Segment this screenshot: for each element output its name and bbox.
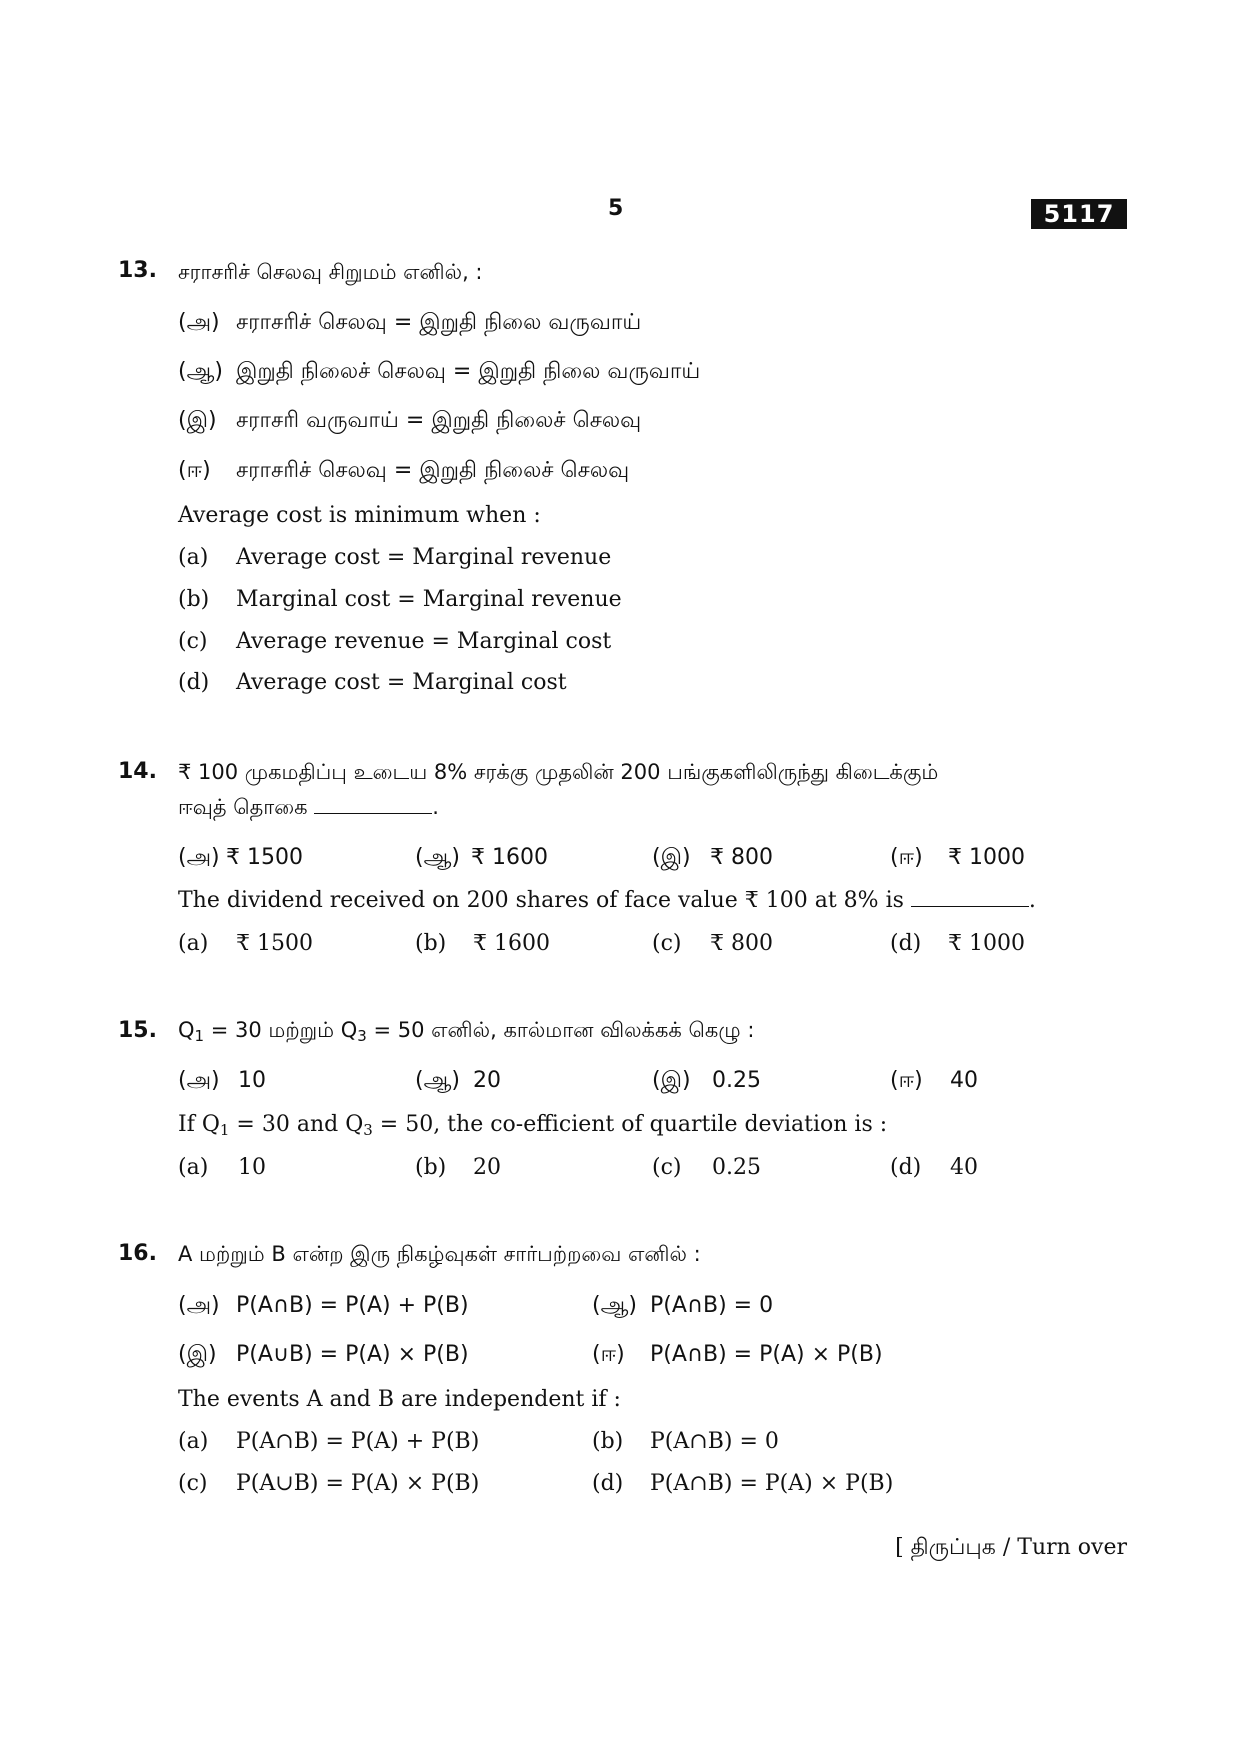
option-label: (d) <box>178 670 210 695</box>
question-stem-tamil: சராசரிச் செலவு சிறுமம் எனில், : <box>178 260 483 284</box>
option-english-d <box>178 670 567 695</box>
option-label: (ஈ) <box>592 1342 625 1367</box>
turn-over-note: [ திருப்புக / Turn over <box>895 1535 1127 1560</box>
question-stem-english <box>178 1112 887 1139</box>
option-text: 40 <box>950 1068 978 1093</box>
option-text: 10 <box>238 1155 266 1180</box>
stem-text: = 30 and Q <box>229 1112 364 1137</box>
option-english-a <box>178 545 611 570</box>
option-text: ₹ 1500 <box>226 845 303 870</box>
option-label: (ஈ) <box>178 458 211 483</box>
answer-blank <box>911 892 1029 907</box>
option-label: (ஆ) <box>178 359 223 384</box>
paper-code-badge: 5117 <box>1031 199 1127 229</box>
question-stem-english: Average cost is minimum when : <box>178 503 541 528</box>
option-label: (d) <box>890 1155 922 1180</box>
stem-text: = 50 எனில், கால்மான விலக்கக் கெழு : <box>366 1018 755 1042</box>
option-tamil-3 <box>652 845 773 873</box>
option-label: (a) <box>178 1155 209 1180</box>
option-english-c <box>178 629 611 654</box>
option-tamil-2 <box>592 1293 773 1321</box>
stem-text: The dividend received on 200 shares of face value ₹ 100 at 8% is <box>178 888 904 913</box>
option-english-d <box>592 1471 893 1496</box>
subscript: 3 <box>363 1121 373 1139</box>
option-english-b <box>415 931 550 956</box>
option-english-a <box>178 931 313 956</box>
option-label: (b) <box>592 1429 624 1454</box>
option-text: P(A∩B) = P(A) + P(B) <box>236 1293 469 1318</box>
option-text: சராசரி வருவாய் = இறுதி நிலைச் செலவு <box>236 408 642 433</box>
option-text: ₹ 1000 <box>948 931 1025 956</box>
question-stem-tamil-line2: ஈவுத் தொகை . <box>178 795 439 819</box>
question-stem-tamil <box>178 1018 754 1045</box>
option-label: (ஆ) <box>592 1293 637 1318</box>
option-label: (b) <box>415 1155 447 1180</box>
option-text: 20 <box>473 1155 501 1180</box>
option-label: (அ) <box>178 1293 220 1318</box>
option-text: Average revenue = Marginal cost <box>236 629 612 654</box>
option-tamil-1 <box>178 845 303 873</box>
option-tamil-3 <box>178 408 641 436</box>
option-text: P(A∩B) = P(A) + P(B) <box>236 1429 480 1454</box>
option-label: (ஆ) <box>415 845 460 870</box>
option-label: (இ) <box>178 1342 217 1367</box>
option-english-c <box>652 931 773 956</box>
question-stem-tamil-line1: ₹ 100 முகமதிப்பு உடைய 8% சரக்கு முதலின் 200 பங்குகளிலிருந்து கிடைக்கும் <box>178 760 939 784</box>
option-tamil-3 <box>178 1342 469 1370</box>
option-text: சராசரிச் செலவு = இறுதி நிலை வருவாய் <box>236 310 642 335</box>
option-english-c <box>652 1155 761 1180</box>
question-number: 15. <box>118 1018 157 1043</box>
option-label: (இ) <box>652 1068 691 1093</box>
option-text: Marginal cost = Marginal revenue <box>236 587 622 612</box>
option-label: (c) <box>178 1471 208 1496</box>
option-text: ₹ 1500 <box>236 931 313 956</box>
option-tamil-1 <box>178 1293 469 1321</box>
option-text: 0.25 <box>712 1068 761 1093</box>
option-label: (ஈ) <box>890 1068 923 1093</box>
option-tamil-4 <box>890 1068 978 1096</box>
option-tamil-3 <box>652 1068 761 1096</box>
option-text: P(A∩B) = 0 <box>650 1293 774 1318</box>
option-tamil-2 <box>415 845 548 873</box>
option-label: (c) <box>652 1155 682 1180</box>
option-text: Average cost = Marginal revenue <box>236 545 612 570</box>
option-label: (d) <box>890 931 922 956</box>
option-label: (b) <box>178 587 210 612</box>
option-tamil-1 <box>178 310 641 338</box>
option-text: P(A∪B) = P(A) × P(B) <box>236 1471 480 1496</box>
option-english-a <box>178 1155 266 1180</box>
option-text: 0.25 <box>712 1155 761 1180</box>
option-tamil-1 <box>178 1068 266 1096</box>
option-text: P(A∩B) = 0 <box>650 1429 779 1454</box>
subscript: 1 <box>194 1027 205 1045</box>
option-tamil-4 <box>592 1342 883 1370</box>
option-text: 40 <box>950 1155 978 1180</box>
stem-text: Q <box>178 1018 195 1042</box>
option-label: (அ) <box>178 845 220 870</box>
option-label: (d) <box>592 1471 624 1496</box>
option-label: (இ) <box>178 408 217 433</box>
option-text: P(A∪B) = P(A) × P(B) <box>236 1342 469 1367</box>
option-label: (அ) <box>178 1068 220 1093</box>
option-english-b <box>592 1429 779 1454</box>
option-text: P(A∩B) = P(A) × P(B) <box>650 1342 883 1367</box>
option-text: 10 <box>238 1068 266 1093</box>
question-number: 16. <box>118 1241 157 1266</box>
question-stem-tamil: A மற்றும் B என்ற இரு நிகழ்வுகள் சார்பற்றவை எனில் : <box>178 1242 701 1266</box>
option-label: (ஈ) <box>890 845 923 870</box>
question-stem-english: The events A and B are independent if : <box>178 1387 621 1412</box>
option-label: (இ) <box>652 845 691 870</box>
option-label: (a) <box>178 931 209 956</box>
answer-blank <box>314 799 432 814</box>
option-text: P(A∩B) = P(A) × P(B) <box>650 1471 894 1496</box>
option-tamil-2 <box>415 1068 501 1096</box>
stem-text: If Q <box>178 1112 220 1137</box>
option-english-b <box>415 1155 501 1180</box>
option-text: ₹ 800 <box>710 845 773 870</box>
question-number: 13. <box>118 258 157 283</box>
stem-text: = 30 மற்றும் Q <box>204 1018 358 1042</box>
option-tamil-4 <box>890 845 1025 873</box>
option-label: (c) <box>178 629 208 654</box>
subscript: 1 <box>219 1121 230 1139</box>
option-tamil-4 <box>178 458 629 486</box>
option-label: (c) <box>652 931 682 956</box>
option-text: ₹ 800 <box>710 931 773 956</box>
question-number: 14. <box>118 759 157 784</box>
option-label: (ஆ) <box>415 1068 460 1093</box>
option-english-a <box>178 1429 479 1454</box>
option-english-d <box>890 931 1025 956</box>
stem-text: = 50, the co-efficient of quartile deviation is : <box>372 1112 888 1137</box>
stem-text: ஈவுத் தொகை <box>178 795 308 819</box>
option-english-d <box>890 1155 978 1180</box>
subscript: 3 <box>357 1027 367 1045</box>
option-label: (a) <box>178 545 209 570</box>
option-text: இறுதி நிலைச் செலவு = இறுதி நிலை வருவாய் <box>236 359 701 384</box>
option-text: ₹ 1000 <box>948 845 1025 870</box>
option-text: ₹ 1600 <box>473 931 550 956</box>
option-english-c <box>178 1471 479 1496</box>
option-label: (b) <box>415 931 447 956</box>
option-text: ₹ 1600 <box>471 845 548 870</box>
page-number: 5 <box>608 196 624 221</box>
option-label: (a) <box>178 1429 209 1454</box>
option-label: (அ) <box>178 310 220 335</box>
question-stem-english: The dividend received on 200 shares of face value ₹ 100 at 8% is . <box>178 888 1036 913</box>
option-tamil-2 <box>178 359 700 387</box>
option-text: 20 <box>473 1068 501 1093</box>
option-english-b <box>178 587 622 612</box>
option-text: Average cost = Marginal cost <box>236 670 567 695</box>
option-text: சராசரிச் செலவு = இறுதி நிலைச் செலவு <box>236 458 630 483</box>
